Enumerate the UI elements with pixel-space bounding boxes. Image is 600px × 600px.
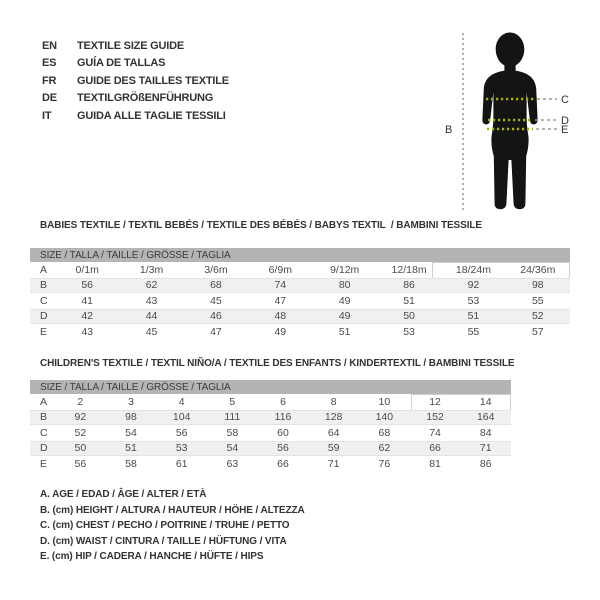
size-cell: 1/3m: [139, 263, 164, 276]
lang-code: ES: [42, 57, 57, 70]
lang-code: IT: [42, 109, 52, 122]
size-cell: 86: [479, 457, 492, 470]
size-cell: 68: [378, 426, 391, 439]
size-cell: 47: [274, 294, 287, 307]
size-cell: 49: [338, 294, 351, 307]
row-label: B: [40, 411, 48, 424]
size-cell: 164: [476, 411, 495, 424]
legend-line-age: A. AGE / EDAD / ÂGE / ALTER / ETÀ: [40, 489, 207, 500]
size-cell: 56: [277, 442, 289, 455]
size-cell: 10: [378, 395, 391, 408]
size-cell: 81: [429, 457, 441, 470]
lang-title: GUIDE DES TAILLES TEXTILE: [77, 74, 229, 87]
size-cell: 74: [274, 279, 287, 292]
lang-code: FR: [42, 74, 57, 87]
babies-size-table: [30, 248, 570, 340]
size-cell: 58: [226, 426, 239, 439]
babies-table-title: BABIES TEXTILE / TEXTIL BEBÉS / TEXTILE DES BÉBÉS / BABYS TEXTIL / BAMBINI TESSILE: [40, 220, 482, 231]
cell-outline-box: [432, 262, 570, 278]
lang-title: GUIDA ALLE TAGLIE TESSILI: [77, 109, 226, 122]
size-cell: 8: [330, 395, 337, 408]
size-cell: 41: [81, 294, 94, 307]
size-cell: 53: [467, 294, 480, 307]
size-cell: 62: [145, 279, 158, 292]
measurement-legend: [40, 487, 305, 565]
children-table-header: SIZE / TALLA / TAILLE / GRÖSSE / TAGLIA: [30, 380, 511, 394]
size-cell: 3: [128, 395, 134, 408]
size-cell: 18/24m: [455, 263, 491, 276]
lang-row-es: [42, 55, 229, 73]
legend-line-waist: D. (cm) WAIST / CINTURA / TAILLE / HÜFTUNG / VITA: [40, 535, 287, 547]
row-label: E: [40, 457, 48, 470]
table-row-D: [30, 309, 570, 325]
size-cell: 86: [403, 279, 415, 292]
row-label: A: [40, 395, 48, 408]
legend-line-hip: E. (cm) HIP / CADERA / HANCHE / HÜFTE / HIPS: [40, 551, 264, 562]
size-cell: 64: [327, 426, 340, 439]
size-cell: 2: [77, 395, 84, 408]
size-cell: 52: [531, 310, 544, 323]
size-cell: 51: [467, 310, 480, 323]
table-row-D: [30, 441, 511, 457]
size-cell: 128: [324, 411, 343, 424]
figure-label-chest: C: [561, 94, 569, 106]
size-cell: 49: [338, 310, 351, 323]
size-cell: 51: [403, 294, 415, 307]
size-cell: 45: [145, 325, 158, 338]
table-row-B: [30, 410, 511, 426]
size-cell: 84: [479, 426, 492, 439]
size-cell: 68: [210, 279, 222, 292]
row-label: C: [40, 294, 48, 307]
row-label: D: [40, 310, 48, 323]
lang-title: GUÍA DE TALLAS: [77, 57, 166, 70]
size-cell: 44: [145, 310, 158, 323]
size-cell: 6: [280, 395, 286, 408]
size-cell: 140: [375, 411, 394, 424]
size-cell: 3/6m: [204, 263, 228, 276]
table-row-C: [30, 425, 511, 441]
child-measurement-figure: [430, 20, 590, 220]
size-cell: 58: [125, 457, 137, 470]
size-cell: 92: [467, 279, 480, 292]
language-title-block: [42, 37, 229, 125]
lang-title: TEXTILE SIZE GUIDE: [77, 39, 185, 52]
lang-row-de: [42, 90, 229, 108]
size-cell: 4: [178, 395, 185, 408]
size-cell: 51: [338, 325, 351, 338]
lang-code: EN: [42, 39, 57, 52]
size-cell: 98: [531, 279, 544, 292]
size-cell: 66: [429, 442, 441, 455]
size-cell: 66: [277, 457, 289, 470]
size-cell: 0/1m: [75, 263, 99, 276]
row-label: A: [40, 263, 48, 276]
size-cell: 49: [274, 325, 287, 338]
size-cell: 63: [226, 457, 239, 470]
size-cell: 98: [125, 411, 137, 424]
size-cell: 12/18m: [391, 263, 427, 276]
row-label: D: [40, 442, 48, 455]
size-cell: 80: [338, 279, 351, 292]
size-cell: 42: [81, 310, 94, 323]
size-cell: 54: [226, 442, 239, 455]
babies-table-header: SIZE / TALLA / TAILLE / GRÖSSE / TAGLIA: [30, 248, 570, 262]
size-cell: 116: [274, 411, 292, 424]
lang-row-it: [42, 107, 229, 125]
size-cell: 43: [81, 325, 94, 338]
row-label: C: [40, 426, 48, 439]
size-cell: 55: [531, 294, 544, 307]
row-label: E: [40, 325, 48, 338]
size-cell: 45: [210, 294, 222, 307]
lang-code: DE: [42, 92, 57, 105]
size-cell: 111: [224, 411, 241, 424]
size-cell: 54: [125, 426, 137, 439]
row-label: B: [40, 279, 48, 292]
size-cell: 62: [378, 442, 391, 455]
lang-row-fr: [42, 72, 229, 90]
table-row-E: [30, 456, 511, 472]
size-cell: 56: [74, 457, 87, 470]
size-cell: 50: [74, 442, 87, 455]
size-cell: 92: [74, 411, 87, 424]
size-cell: 48: [274, 310, 287, 323]
figure-label-hip: E: [561, 124, 569, 136]
size-cell: 6/9m: [268, 263, 292, 276]
size-cell: 71: [327, 457, 340, 470]
size-cell: 56: [175, 426, 188, 439]
legend-line-chest: C. (cm) CHEST / PECHO / POITRINE / TRUHE / PETTO: [40, 520, 290, 531]
table-row-C: [30, 293, 570, 309]
children-table-title: CHILDREN'S TEXTILE / TEXTIL NIÑO/A / TEXTILE DES ENFANTS / KINDERTEXTIL / BAMBINI TESSILE: [40, 358, 515, 369]
size-cell: 5: [229, 395, 236, 408]
lang-row-en: [42, 37, 229, 55]
children-size-table: [30, 380, 511, 472]
size-cell: 55: [467, 325, 480, 338]
lang-title: TEXTILGRÖßENFÜHRUNG: [77, 92, 214, 105]
size-cell: 12: [429, 395, 441, 408]
size-cell: 47: [210, 325, 222, 338]
size-cell: 152: [426, 411, 444, 424]
size-cell: 50: [403, 310, 415, 323]
size-cell: 43: [145, 294, 158, 307]
size-cell: 61: [175, 457, 188, 470]
size-cell: 51: [125, 442, 137, 455]
size-cell: 53: [175, 442, 188, 455]
size-cell: 52: [74, 426, 87, 439]
figure-label-waist: D: [561, 115, 569, 127]
size-cell: 56: [81, 279, 94, 292]
table-row-E: [30, 324, 570, 340]
size-cell: 71: [479, 442, 492, 455]
size-cell: 24/36m: [520, 263, 556, 276]
size-cell: 57: [531, 325, 544, 338]
size-cell: 60: [277, 426, 289, 439]
size-cell: 104: [172, 411, 191, 424]
size-cell: 46: [210, 310, 222, 323]
size-cell: 76: [378, 457, 391, 470]
size-cell: 14: [479, 395, 492, 408]
figure-label-height: B: [445, 124, 453, 136]
size-cell: 59: [327, 442, 340, 455]
size-cell: 53: [403, 325, 415, 338]
size-cell: 74: [429, 426, 441, 439]
cell-outline-box: [411, 394, 511, 410]
table-row-B: [30, 278, 570, 294]
legend-line-height: B. (cm) HEIGHT / ALTURA / HAUTEUR / HÖHE / ALTEZZA: [40, 504, 305, 516]
size-cell: 9/12m: [330, 263, 360, 276]
